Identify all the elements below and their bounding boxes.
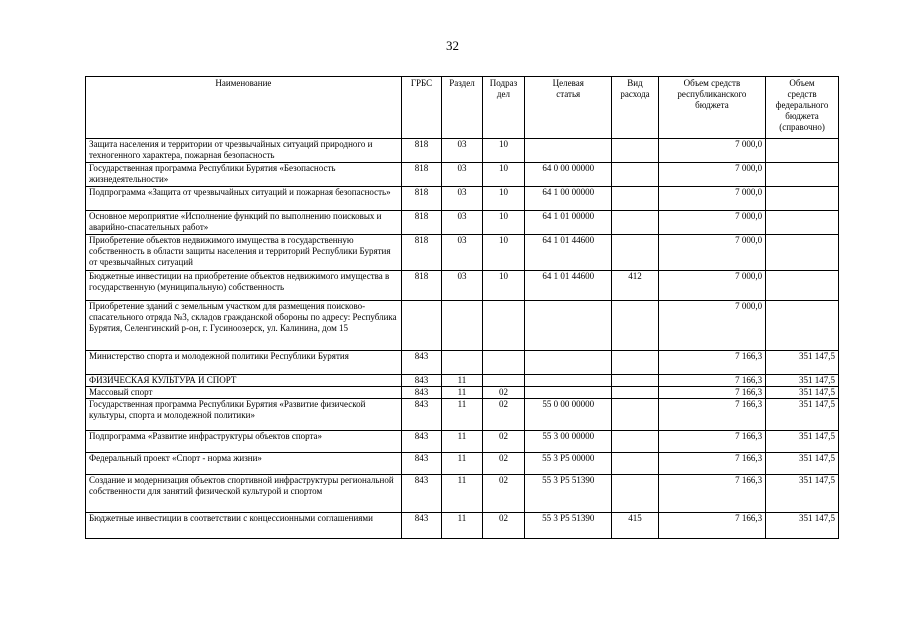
cell-target: 55 3 00 00000 — [525, 431, 612, 453]
cell-target — [525, 375, 612, 387]
cell-name: Бюджетные инвестиции на приобретение объектов недвижимого имущества в государственную (муниципальную) собственность — [86, 271, 402, 301]
budget-table — [85, 76, 839, 539]
header-vid: Вид расхода — [612, 77, 659, 139]
cell-name: Приобретение объектов недвижимого имущества в государственную собственность в области защиты населения и территорий Республики Бурятия от чрезвычайных ситуаций — [86, 235, 402, 271]
cell-name: Подпрограмма «Защита от чрезвычайных ситуаций и пожарная безопасность» — [86, 187, 402, 211]
cell-target — [525, 301, 612, 351]
cell-fed — [766, 139, 839, 163]
cell-fed: 351 147,5 — [766, 351, 839, 375]
cell-rep: 7 000,0 — [658, 301, 765, 351]
cell-rep: 7 166,3 — [658, 375, 765, 387]
cell-vid — [612, 163, 659, 187]
cell-target — [525, 351, 612, 375]
cell-name: Защита населения и территории от чрезвычайных ситуаций природного и техногенного характера, пожарная безопасность — [86, 139, 402, 163]
table-row — [86, 271, 839, 301]
cell-podrazdel: 02 — [482, 513, 525, 539]
cell-name: Основное мероприятие «Исполнение функций по выполнению поисковых и аварийно-спасательных работ» — [86, 211, 402, 235]
cell-vid — [612, 387, 659, 399]
cell-rep: 7 000,0 — [658, 187, 765, 211]
cell-razdel: 11 — [442, 513, 482, 539]
cell-fed — [766, 301, 839, 351]
cell-fed — [766, 163, 839, 187]
cell-razdel: 11 — [442, 475, 482, 513]
cell-target — [525, 387, 612, 399]
header-rep: Объем средств республиканского бюджета — [658, 77, 765, 139]
cell-razdel — [442, 301, 482, 351]
cell-podrazdel: 02 — [482, 475, 525, 513]
cell-target: 64 1 00 00000 — [525, 187, 612, 211]
table-row — [86, 387, 839, 399]
cell-rep: 7 166,3 — [658, 351, 765, 375]
cell-rep: 7 166,3 — [658, 387, 765, 399]
table-row — [86, 139, 839, 163]
cell-name: Государственная программа Республики Бурятия «Безопасность жизнедеятельности» — [86, 163, 402, 187]
cell-vid — [612, 187, 659, 211]
cell-razdel: 03 — [442, 235, 482, 271]
cell-target: 64 1 01 44600 — [525, 271, 612, 301]
table-row — [86, 187, 839, 211]
cell-rep: 7 166,3 — [658, 399, 765, 431]
cell-razdel: 11 — [442, 399, 482, 431]
cell-name: Приобретение зданий с земельным участком для размещения поисково-спасательного отряда №3, складов гражданской обороны по адресу: Республика Бурятия, Селенгинский р-он, г. Гусиноозерск, ул. Калинина, дом 15 — [86, 301, 402, 351]
cell-podrazdel: 02 — [482, 453, 525, 475]
cell-grbs: 843 — [401, 475, 441, 513]
cell-razdel: 03 — [442, 163, 482, 187]
cell-name: Федеральный проект «Спорт - норма жизни» — [86, 453, 402, 475]
page-number: 32 — [446, 38, 459, 53]
table-row — [86, 163, 839, 187]
cell-vid — [612, 211, 659, 235]
cell-target: 64 0 00 00000 — [525, 163, 612, 187]
cell-rep: 7 000,0 — [658, 235, 765, 271]
cell-podrazdel: 10 — [482, 235, 525, 271]
cell-fed: 351 147,5 — [766, 475, 839, 513]
table-row — [86, 453, 839, 475]
cell-name: Бюджетные инвестиции в соответствии с концессионными соглашениями — [86, 513, 402, 539]
cell-razdel — [442, 351, 482, 375]
cell-name: Подпрограмма «Развитие инфраструктуры объектов спорта» — [86, 431, 402, 453]
cell-rep: 7 166,3 — [658, 475, 765, 513]
table-row — [86, 431, 839, 453]
cell-grbs: 843 — [401, 431, 441, 453]
cell-podrazdel — [482, 351, 525, 375]
cell-fed: 351 147,5 — [766, 387, 839, 399]
cell-razdel: 11 — [442, 453, 482, 475]
cell-grbs: 818 — [401, 235, 441, 271]
cell-grbs: 818 — [401, 187, 441, 211]
cell-fed: 351 147,5 — [766, 453, 839, 475]
cell-vid: 412 — [612, 271, 659, 301]
cell-name: Министерство спорта и молодежной политики Республики Бурятия — [86, 351, 402, 375]
table-row — [86, 235, 839, 271]
cell-grbs: 843 — [401, 399, 441, 431]
cell-vid — [612, 453, 659, 475]
cell-vid — [612, 351, 659, 375]
cell-name: Создание и модернизация объектов спортивной инфраструктуры региональной собственности для занятий физической культурой и спортом — [86, 475, 402, 513]
cell-grbs: 818 — [401, 211, 441, 235]
cell-razdel: 03 — [442, 211, 482, 235]
cell-podrazdel: 10 — [482, 139, 525, 163]
cell-razdel: 03 — [442, 187, 482, 211]
cell-grbs: 843 — [401, 351, 441, 375]
cell-fed: 351 147,5 — [766, 431, 839, 453]
cell-podrazdel: 10 — [482, 163, 525, 187]
cell-fed: 351 147,5 — [766, 399, 839, 431]
cell-fed — [766, 235, 839, 271]
header-fed: Объем средств федерального бюджета (справочно) — [766, 77, 839, 139]
cell-vid: 415 — [612, 513, 659, 539]
cell-grbs: 818 — [401, 271, 441, 301]
table-header-row — [86, 77, 839, 139]
cell-razdel: 03 — [442, 271, 482, 301]
cell-grbs: 843 — [401, 453, 441, 475]
header-grbs: ГРБС — [401, 77, 441, 139]
cell-razdel: 11 — [442, 431, 482, 453]
cell-grbs: 843 — [401, 387, 441, 399]
table-row — [86, 351, 839, 375]
cell-rep: 7 000,0 — [658, 211, 765, 235]
table-row — [86, 513, 839, 539]
cell-grbs: 818 — [401, 163, 441, 187]
cell-target: 55 0 00 00000 — [525, 399, 612, 431]
table-row — [86, 301, 839, 351]
cell-podrazdel — [482, 301, 525, 351]
header-razdel: Раздел — [442, 77, 482, 139]
cell-podrazdel: 10 — [482, 187, 525, 211]
cell-vid — [612, 301, 659, 351]
cell-target: 55 3 P5 51390 — [525, 475, 612, 513]
cell-fed: 351 147,5 — [766, 375, 839, 387]
cell-podrazdel: 10 — [482, 271, 525, 301]
cell-name: ФИЗИЧЕСКАЯ КУЛЬТУРА И СПОРТ — [86, 375, 402, 387]
cell-target: 55 3 P5 00000 — [525, 453, 612, 475]
cell-podrazdel — [482, 375, 525, 387]
cell-rep: 7 000,0 — [658, 271, 765, 301]
cell-vid — [612, 139, 659, 163]
cell-podrazdel: 02 — [482, 399, 525, 431]
cell-razdel: 11 — [442, 375, 482, 387]
cell-vid — [612, 235, 659, 271]
cell-grbs: 818 — [401, 139, 441, 163]
cell-target: 55 3 P5 51390 — [525, 513, 612, 539]
cell-rep: 7 166,3 — [658, 513, 765, 539]
cell-razdel: 03 — [442, 139, 482, 163]
cell-podrazdel: 10 — [482, 211, 525, 235]
table-row — [86, 211, 839, 235]
cell-razdel: 11 — [442, 387, 482, 399]
cell-rep: 7 166,3 — [658, 453, 765, 475]
cell-podrazdel: 02 — [482, 387, 525, 399]
header-target: Целевая статья — [525, 77, 612, 139]
cell-target: 64 1 01 44600 — [525, 235, 612, 271]
cell-grbs: 843 — [401, 375, 441, 387]
table-row — [86, 475, 839, 513]
cell-target — [525, 139, 612, 163]
cell-rep: 7 000,0 — [658, 163, 765, 187]
cell-fed — [766, 211, 839, 235]
cell-target: 64 1 01 00000 — [525, 211, 612, 235]
header-name: Наименование — [86, 77, 402, 139]
cell-name: Государственная программа Республики Бурятия «Развитие физической культуры, спорта и молодежной политики» — [86, 399, 402, 431]
table-row — [86, 375, 839, 387]
cell-fed: 351 147,5 — [766, 513, 839, 539]
cell-rep: 7 166,3 — [658, 431, 765, 453]
cell-fed — [766, 271, 839, 301]
cell-fed — [766, 187, 839, 211]
cell-vid — [612, 375, 659, 387]
cell-vid — [612, 399, 659, 431]
cell-rep: 7 000,0 — [658, 139, 765, 163]
cell-grbs — [401, 301, 441, 351]
cell-podrazdel: 02 — [482, 431, 525, 453]
cell-grbs: 843 — [401, 513, 441, 539]
header-podrazdel: Подраз дел — [482, 77, 525, 139]
cell-name: Массовый спорт — [86, 387, 402, 399]
table-row — [86, 399, 839, 431]
cell-vid — [612, 431, 659, 453]
cell-vid — [612, 475, 659, 513]
